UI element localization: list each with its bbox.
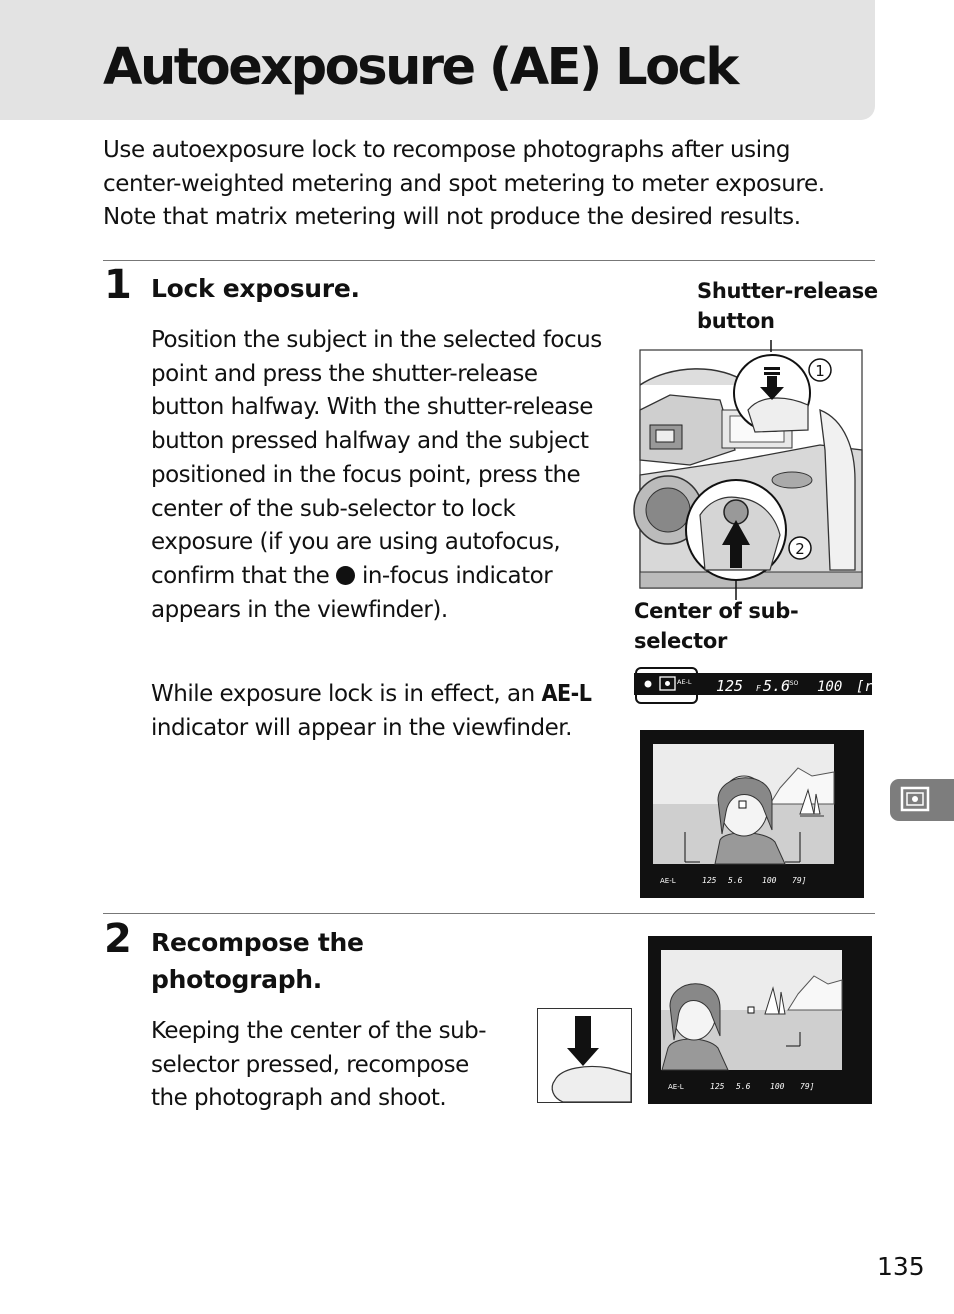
step-2-line-3: the photograph and shoot. [151,1085,447,1112]
page-number: 135 [877,1252,925,1281]
page-title: Autoexposure (AE) Lock [103,38,737,97]
vf-aperture: 5.6 [763,677,791,695]
vf-small-shutter: 125 [702,876,717,885]
viewfinder-view-step-1 [640,730,864,898]
intro-paragraph: Use autoexposure lock to recompose photographs after using center-weighted metering and spot metering to meter exposure. Note that matrix metering will not produce the desired results. [103,137,825,231]
press-button-illustration [537,1008,633,1104]
step-1-text-a: Position the subject in the selected focus point and press the shutter-release button halfway. With the shutter-release button pressed halfway and the subject positioned in the focus point, press the center of the sub-selector to lock exposure (if you are using autofocus, confirm that the [151,327,602,589]
step-1-number: 1 [104,262,132,308]
step-1-title: Lock exposure. [151,274,360,303]
vf-aperture-prefix: F [756,684,761,693]
vf-shutter-speed: 125 [716,677,744,695]
callout-shutter-line-2: button [697,309,775,333]
step-2-number: 2 [104,916,132,962]
step-1-text-b: in-focus indicator appears in the viewfinder). [151,562,553,623]
vf2-small-ael: AE-L [668,1083,684,1091]
section-divider-step-2 [103,913,875,914]
callout-shutter-line-1: Shutter-release [697,279,878,303]
step-1-paragraph-2 [151,678,613,745]
callout-selector-line-2: selector [634,629,728,653]
step-1-text-c: While exposure lock is in effect, an [151,681,535,707]
step-2-line-1: Keeping the center of the sub- [151,1018,487,1044]
step-2-title-line-1: Recompose the [151,928,364,957]
vf2-small-aperture: 5.6 [736,1082,751,1091]
vf2-small-shutter: 125 [710,1082,725,1091]
viewfinder-display-strip [634,665,874,707]
vf-small-remaining: 79] [792,876,807,885]
callout-selector-line-1: Center of sub- [634,599,799,623]
step-2-line-2: selector pressed, recompose [151,1051,469,1078]
callout-shutter-release-button [697,276,878,336]
metering-mode-icon [890,779,954,821]
vf-small-iso: 100 [762,876,777,885]
in-focus-dot-icon [645,681,652,688]
section-divider-step-1 [103,260,875,261]
callout-center-of-sub-selector [634,596,798,656]
ae-l-indicator-label: AE-L [541,681,592,707]
step-2-title-line-2: photograph. [151,965,322,994]
vf2-small-iso: 100 [770,1082,785,1091]
vf-iso-value: 100 [817,679,843,695]
step-1-paragraph-1 [151,324,613,627]
camera-top-illustration [630,340,870,600]
vf-remaining-prefix: [r [856,679,873,695]
vf-small-ael: AE-L [660,877,676,885]
vf-small-aperture: 5.6 [728,876,743,885]
step-2-title [151,924,364,998]
vf-iso-label: ISO [788,680,799,687]
in-focus-indicator-icon [336,566,355,585]
vf-ael-label: AE-L [677,678,692,686]
step-2-paragraph [151,1015,531,1116]
vf2-small-remaining: 79] [800,1082,815,1091]
marker-1-label: 1 [815,362,825,380]
viewfinder-view-step-2 [648,936,872,1104]
step-1-text-d: indicator will appear in the viewfinder. [151,714,572,741]
marker-2-label: 2 [795,540,805,558]
chapter-side-tab[interactable] [890,779,954,821]
